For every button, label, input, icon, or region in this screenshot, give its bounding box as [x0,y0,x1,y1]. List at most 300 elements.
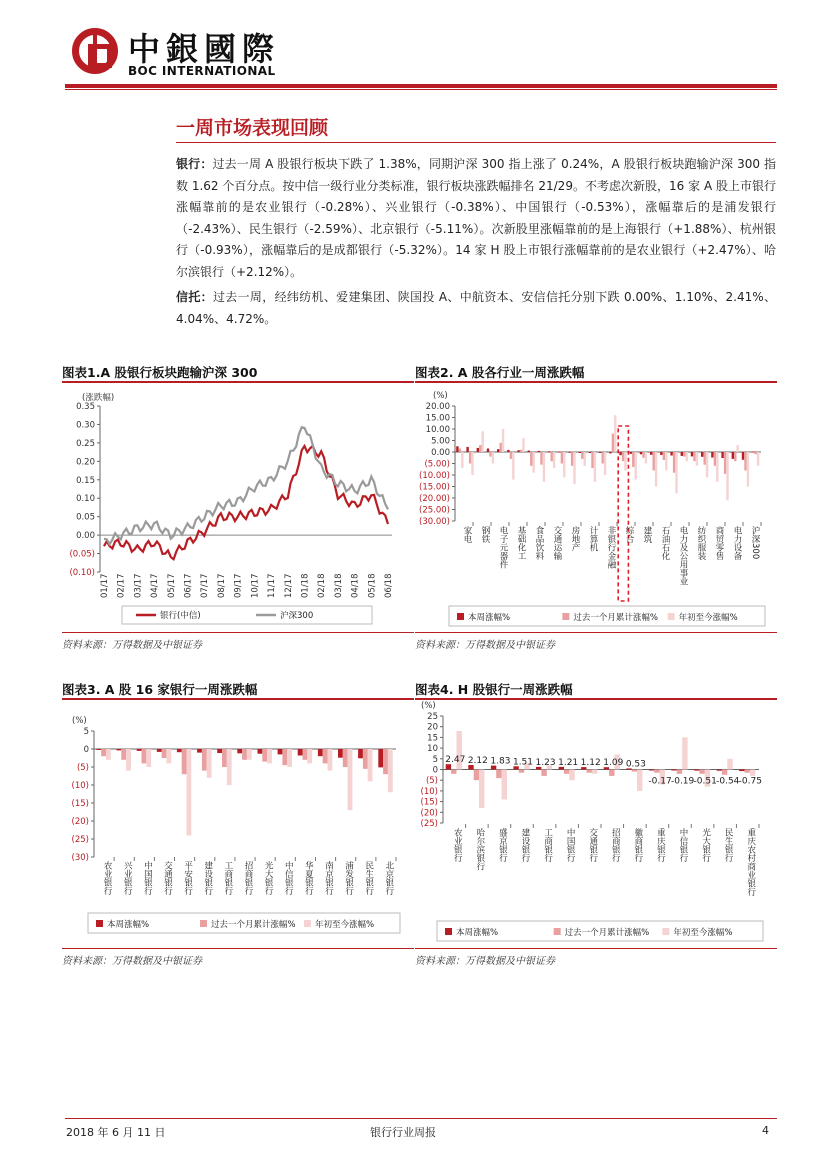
bar-0-29 [752,452,754,453]
bar-2-19 [655,452,657,487]
y-tick-label: (15.00) [419,482,450,493]
bar-0-9 [278,749,283,754]
y-tick-label: 15 [427,733,438,744]
bar-0-19 [650,452,652,455]
bar-2-13 [750,770,755,776]
y-tick-label: 10 [427,744,438,755]
data-label: -0.54 [716,776,740,787]
figure-1-chart [62,384,414,630]
bar-1-18 [642,452,644,458]
bar-2-24 [706,452,708,477]
data-label: -0.17 [648,776,672,787]
paragraph-lead: 信托： [176,290,213,304]
x-tick-label: 交通运输 [552,526,562,560]
legend-label: 银行(中信) [160,611,201,621]
bar-0-13 [589,452,591,453]
data-label: 1.83 [490,756,511,767]
x-tick-label: 建设银行 [202,861,213,895]
data-label: 2.47 [445,755,466,766]
legend-swatch [304,920,311,927]
bar-0-4 [177,749,182,752]
y-tick-label: 5.00 [431,436,450,447]
figure-2-title: 图表2. A 股各行业一周涨跌幅 [415,365,585,380]
series-line-csi300 [104,427,388,544]
x-tick-label: 建筑 [642,526,652,543]
y-tick-label: 0.00 [431,448,450,458]
bar-0-11 [694,770,699,771]
bar-0-5 [197,749,202,753]
bar-0-18 [640,452,642,454]
bar-1-13 [363,749,368,769]
bar-0-0 [456,446,458,452]
bar-1-20 [663,452,665,460]
x-tick-label: 01/18 [300,573,311,598]
bar-1-14 [383,749,388,774]
brand-name-cn: 中銀國際 [128,30,281,68]
bar-2-1 [479,770,484,809]
bar-0-14 [599,452,601,453]
bar-0-20 [660,452,662,455]
bar-0-9 [548,451,550,452]
bar-1-6 [520,450,522,452]
footer-title: 银行行业周报 [370,1126,436,1139]
x-tick-label: 02/17 [116,573,127,598]
y-tick-label: (10) [420,786,438,797]
bar-2-14 [604,452,606,475]
bar-1-2 [496,770,501,779]
x-tick-label: 05/17 [166,573,177,598]
y-tick-label: (25.00) [419,505,450,516]
bar-0-25 [711,452,713,458]
bar-1-14 [602,452,604,464]
bar-1-13 [745,770,750,773]
y-tick-label: 20.00 [425,402,450,412]
bar-1-6 [587,770,592,773]
x-tick-label: 盛京银行 [497,828,508,862]
bar-2-1 [126,749,131,771]
legend-swatch [662,928,669,935]
bar-1-1 [121,749,126,760]
bar-2-26 [726,452,728,500]
legend-label: 本周涨幅% [107,920,150,930]
y-tick-label: (5.00) [424,459,450,470]
bar-0-6 [217,749,222,753]
bar-2-10 [682,737,687,769]
bar-0-12 [338,749,343,758]
y-tick-label: (0.10) [69,568,95,578]
figure-3-title: 图表3. A 股 16 家银行一周涨跌幅 [62,682,258,697]
x-tick-label: 10/17 [250,573,261,598]
data-label: -0.19 [670,776,695,787]
bar-1-24 [704,452,706,465]
bar-2-1 [471,452,473,475]
x-tick-label: 09/17 [233,573,244,598]
x-tick-label: 工商银行 [542,828,553,862]
y-tick-label: 25 [427,712,438,722]
bar-2-22 [686,452,688,461]
bar-2-12 [348,749,353,810]
x-tick-label: 光大银行 [263,861,274,895]
bar-1-0 [451,770,456,774]
x-tick-label: 民生银行 [363,861,374,895]
bar-2-5 [207,749,212,778]
bar-0-13 [358,749,363,758]
bar-2-7 [533,452,535,473]
bar-1-2 [479,445,481,452]
bar-1-11 [571,452,573,466]
x-tick-label: 钢铁 [480,526,490,543]
bar-2-5 [569,770,574,781]
bar-2-12 [584,452,586,466]
legend-label: 本周涨幅% [456,928,499,938]
legend-swatch [457,613,464,620]
x-tick-label: 03/17 [133,573,144,598]
bar-1-12 [722,770,727,775]
x-tick-label: 电子元器件 [498,526,508,569]
bar-0-8 [538,451,540,452]
bar-1-27 [734,452,736,461]
bar-0-1 [117,749,122,750]
bar-1-10 [677,770,682,774]
bar-1-0 [459,449,461,453]
x-tick-label: 光大银行 [700,828,711,862]
bar-2-6 [592,770,597,774]
chart-3-svg [62,701,414,947]
bar-0-5 [507,450,509,452]
figure-3-source: 资料来源：万得数据及中银证券 [62,956,202,967]
bar-2-18 [645,452,647,464]
bar-1-1 [474,770,479,781]
legend-label: 年初至今涨幅% [673,928,733,938]
bar-0-2 [137,749,142,751]
y-axis-label: (%) [421,701,436,711]
bar-1-16 [622,452,624,461]
bar-0-28 [742,452,744,460]
x-tick-label: 商贸零售 [714,526,724,560]
y-tick-label: (15) [71,799,89,809]
x-tick-label: 中国银行 [142,861,153,895]
bar-2-6 [522,438,524,452]
y-tick-label: (15) [420,797,438,808]
x-tick-label: 平安银行 [182,861,193,895]
bar-1-10 [561,452,563,464]
y-tick-label: 0.10 [76,494,95,505]
x-tick-label: 11/17 [267,573,278,598]
bar-2-10 [307,749,312,763]
bar-1-12 [343,749,348,767]
chart-1-svg [62,384,414,630]
bar-1-19 [653,452,655,470]
x-tick-label: 纺织服装 [696,526,706,560]
section-title: 一周市场表现回顾 [176,117,329,139]
x-tick-label: 南京银行 [323,861,334,895]
bar-2-0 [106,749,111,760]
bar-0-26 [721,452,723,458]
x-tick-label: 食品饮料 [534,526,544,560]
figure-4-title: 图表4. H 股银行一周涨跌幅 [415,682,573,697]
figure-3-bottom-rule [62,948,414,949]
y-tick-label: 0.05 [76,512,95,523]
bar-1-1 [469,452,471,464]
bar-2-5 [512,452,514,480]
figure-1-title: 图表1.A 股银行板块跑输沪深 300 [62,365,258,380]
bar-2-28 [747,452,749,487]
figure-4-bottom-rule [415,948,777,949]
bar-2-3 [166,749,171,763]
bar-1-4 [182,749,187,774]
x-tick-label: 招商银行 [243,861,253,895]
series-line-bank [104,446,388,559]
bar-2-4 [502,429,504,452]
bar-1-26 [724,452,726,474]
bar-1-3 [519,770,524,773]
y-axis-label: (涨跌幅) [82,393,115,403]
bar-1-15 [612,434,614,452]
bar-0-27 [732,452,734,459]
x-tick-label: 华夏银行 [303,861,314,895]
x-tick-label: 04/17 [150,573,161,598]
bar-2-2 [146,749,151,767]
bar-1-4 [500,443,502,452]
x-tick-label: 农业银行 [452,828,463,862]
x-tick-label: 电力及公用事业 [678,526,688,586]
data-label: -0.75 [738,776,762,787]
bar-2-11 [328,749,333,771]
bar-1-0 [101,749,106,756]
boc-logo-icon [72,28,118,74]
bar-1-12 [581,452,583,459]
bar-2-9 [553,452,555,468]
bar-0-7 [237,749,242,753]
chart-2-svg [415,384,777,630]
y-tick-label: 5 [83,727,89,737]
bar-0-3 [157,749,162,752]
bar-1-9 [654,770,659,773]
legend-label: 过去一个月累计涨幅% [573,613,658,623]
footer-page-number: 4 [762,1124,769,1137]
bar-1-25 [714,452,716,466]
bar-2-0 [461,452,463,468]
bar-0-23 [691,452,693,456]
legend-swatch [668,613,675,620]
figure-1-top-rule [62,381,414,383]
section-divider [176,142,776,143]
bar-0-14 [378,749,383,767]
bar-0-16 [619,452,621,455]
x-tick-label: 农业银行 [102,861,113,895]
figure-2-bottom-rule [415,632,777,633]
x-tick-label: 非银行金融 [606,526,616,569]
bar-2-4 [187,749,192,835]
bar-1-10 [303,749,308,760]
data-label: 1.51 [512,757,534,768]
bar-1-11 [699,770,704,774]
y-tick-label: (25) [420,819,438,829]
bar-1-29 [755,452,757,454]
bar-0-12 [717,770,722,771]
chart-4-svg [415,701,777,947]
x-tick-label: 房地产 [570,526,580,552]
x-tick-label: 06/17 [183,573,194,598]
x-tick-label: 招商银行 [610,828,621,862]
y-tick-label: 10.00 [425,425,450,435]
paragraph-lead: 银行： [176,157,213,171]
y-tick-label: 0.20 [76,457,95,468]
bar-2-15 [614,415,616,452]
figure-4-source: 资料来源：万得数据及中银证券 [415,956,555,967]
data-label: 0.53 [625,759,646,770]
legend-label: 过去一个月累计涨幅% [211,920,296,930]
bar-2-12 [727,759,732,770]
x-tick-label: 中国银行 [565,828,576,862]
bar-0-24 [701,452,703,457]
x-tick-label: 交通银行 [162,861,173,895]
y-tick-label: (10.00) [419,471,450,481]
bar-1-11 [323,749,328,763]
bar-2-6 [227,749,232,785]
bar-1-13 [591,452,593,468]
bar-2-14 [388,749,393,792]
bar-1-7 [609,770,614,776]
figure-1-source: 资料来源：万得数据及中银证券 [62,640,202,651]
x-tick-label: 中信银行 [283,861,294,895]
bar-1-6 [222,749,227,767]
x-tick-label: 03/18 [333,573,344,598]
x-tick-label: 中信银行 [678,828,688,862]
bar-2-8 [267,749,272,763]
legend-swatch [562,613,569,620]
y-tick-label: (10) [71,781,89,791]
bar-0-1 [466,447,468,452]
x-tick-label: 建设银行 [520,828,530,862]
figure-3-chart [62,701,414,947]
figure-2-top-rule [415,381,777,383]
y-tick-label: (5) [425,776,438,787]
bar-2-21 [675,452,677,493]
y-tick-label: (20) [71,817,89,827]
x-tick-label: 基础化工 [516,526,526,560]
x-tick-label: 石油石化 [660,526,670,560]
x-tick-label: 07/17 [200,573,211,598]
bar-0-21 [670,452,672,456]
figure-1-bottom-rule [62,632,414,633]
paragraph-body: 过去一周，经纬纺机、爱建集团、陕国投 A、中航资本、安信信托分别下跌 0.00%、1.10%、2.41%、4.04%、4.72%。 [176,290,776,326]
y-tick-label: 0.25 [76,438,95,449]
bar-0-4 [497,449,499,452]
legend-swatch [445,928,452,935]
figure-4-top-rule [415,698,777,700]
x-tick-label: 交通银行 [587,828,598,862]
x-tick-label: 计算机 [588,526,598,552]
bar-1-23 [693,452,695,461]
y-tick-label: 0.15 [76,475,95,486]
x-tick-label: 北京银行 [383,861,394,895]
bar-0-17 [630,452,632,454]
data-label: 1.12 [580,758,601,769]
legend-label: 过去一个月累计涨幅% [564,928,650,938]
data-label: 1.09 [603,758,624,769]
bar-0-15 [609,452,611,453]
bar-1-2 [142,749,147,763]
x-tick-label: 06/18 [384,573,394,598]
y-tick-label: (25) [71,835,89,845]
bar-1-8 [262,749,267,762]
bar-0-11 [568,452,570,453]
paragraph-bank [176,154,776,283]
bar-2-11 [573,452,575,484]
footer-date: 2018 年 6 月 11 日 [66,1126,166,1139]
bar-0-0 [96,749,101,750]
figure-2-chart [415,384,777,630]
bar-1-7 [242,749,247,760]
x-tick-label: 电力设备 [732,526,742,560]
y-tick-label: 0 [432,765,438,776]
bar-0-10 [558,452,560,453]
data-label: 1.23 [535,757,556,768]
y-tick-label: (30) [71,853,89,863]
legend-label: 年初至今涨幅% [315,920,375,930]
x-tick-label: 04/18 [350,573,361,598]
bar-1-3 [489,452,491,457]
bar-0-11 [318,749,323,756]
bar-1-21 [673,452,675,473]
x-tick-label: 08/17 [216,573,227,598]
figure-2-source: 资料来源：万得数据及中银证券 [415,640,555,651]
data-label: 1.21 [558,757,579,768]
y-tick-label: 15.00 [425,413,450,424]
bar-0-9 [649,770,654,771]
y-tick-label: 0.35 [76,402,95,412]
bar-1-5 [510,452,512,459]
figure-4-chart [415,701,777,947]
data-label: 2.12 [467,755,488,766]
legend-swatch [554,928,561,935]
bar-2-20 [665,452,667,470]
y-tick-label: (0.05) [69,549,95,560]
figure-3-top-rule [62,698,414,700]
x-tick-label: 工商银行 [222,861,233,895]
x-tick-label: 01/17 [100,573,110,598]
bar-2-2 [502,770,507,800]
brand-name-en: BOC INTERNATIONAL [128,64,276,78]
bar-0-10 [671,770,676,771]
header-divider [65,84,777,88]
data-label: -0.51 [693,776,717,787]
bar-1-4 [541,770,546,776]
bar-1-8 [632,770,637,772]
bar-2-27 [737,445,739,452]
y-tick-label: 20 [427,722,438,733]
bar-0-12 [579,452,581,453]
x-tick-label: 哈尔滨银行 [474,828,485,871]
bar-1-5 [202,749,207,771]
bar-2-17 [635,452,637,480]
bar-0-6 [517,450,519,452]
legend-label: 本周涨幅% [468,613,511,623]
x-tick-label: 重庆农村商业银行 [745,828,756,896]
bar-0-3 [487,449,489,453]
bar-2-16 [624,452,626,470]
bar-2-29 [757,452,759,466]
bar-1-22 [683,452,685,457]
bar-1-7 [530,452,532,466]
bar-0-22 [681,452,683,456]
legend-label: 年初至今涨幅% [678,613,738,623]
x-tick-label: 02/18 [317,573,328,598]
bar-1-28 [744,452,746,470]
y-tick-label: (20) [420,808,438,819]
bar-2-25 [716,452,718,482]
